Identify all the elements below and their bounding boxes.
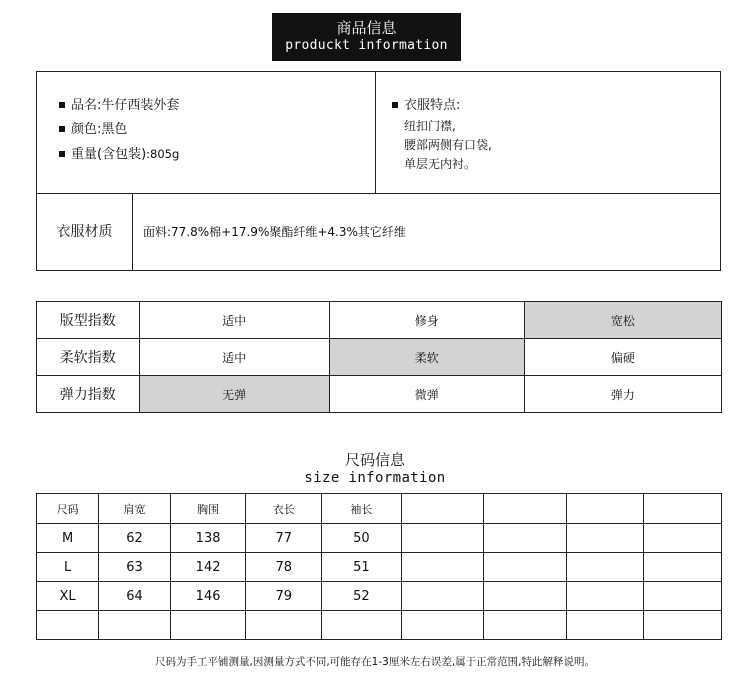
size-cell	[644, 611, 722, 640]
size-cell	[99, 611, 171, 640]
index-option: 偏硬	[524, 339, 721, 376]
index-option: 弹力	[524, 376, 721, 413]
section-header-product-info	[272, 13, 461, 61]
size-column-header	[484, 494, 567, 524]
size-cell	[567, 611, 644, 640]
size-table	[36, 493, 722, 640]
index-row	[37, 376, 722, 413]
bullet-square-icon	[59, 126, 65, 132]
size-cell: L	[37, 553, 99, 582]
features-title: 衣服特点:	[392, 98, 460, 114]
size-cell	[401, 611, 484, 640]
size-cell	[401, 524, 484, 553]
index-option: 微弹	[329, 376, 524, 413]
size-info-title-zh: 尺码信息	[344, 451, 405, 469]
index-row-label: 弹力指数	[37, 376, 140, 413]
size-cell	[484, 553, 567, 582]
size-cell	[401, 582, 484, 611]
table-row	[37, 611, 722, 640]
feature-item: 腰部两侧有口袋,	[404, 138, 492, 152]
size-cell	[567, 582, 644, 611]
size-cell: 78	[246, 553, 322, 582]
index-option: 修身	[329, 302, 524, 339]
size-column-header: 肩宽	[99, 494, 171, 524]
table-row	[37, 553, 722, 582]
index-option-selected: 柔软	[329, 339, 524, 376]
size-cell	[644, 582, 722, 611]
size-column-header	[567, 494, 644, 524]
size-cell	[170, 611, 245, 640]
size-column-header: 袖长	[322, 494, 401, 524]
size-cell	[644, 524, 722, 553]
size-cell	[484, 524, 567, 553]
size-cell	[644, 553, 722, 582]
size-cell: M	[37, 524, 99, 553]
bullet-square-icon	[59, 151, 65, 157]
size-cell: 146	[170, 582, 245, 611]
product-name: 品名:牛仔西装外套	[59, 98, 179, 114]
table-row	[37, 524, 722, 553]
bullet-square-icon	[59, 102, 65, 108]
feature-item: 单层无内衬。	[404, 157, 477, 171]
index-option: 适中	[139, 339, 329, 376]
size-cell	[37, 611, 99, 640]
product-info-box	[36, 71, 721, 271]
size-cell	[484, 582, 567, 611]
size-cell	[567, 553, 644, 582]
index-row	[37, 302, 722, 339]
size-column-header	[644, 494, 722, 524]
material-value: 面料:77.8%棉+17.9%聚酯纤维+4.3%其它纤维	[143, 225, 406, 239]
index-option: 适中	[139, 302, 329, 339]
measurement-note: 尺码为手工平铺测量,因测量方式不同,可能存在1-3厘米左右误差,属于正常范围,特此解释说明。	[155, 656, 595, 668]
size-column-header: 胸围	[170, 494, 245, 524]
size-cell: XL	[37, 582, 99, 611]
product-weight: 重量(含包装):805g	[59, 146, 179, 163]
size-column-header: 衣长	[246, 494, 322, 524]
size-cell: 79	[246, 582, 322, 611]
header-title-zh: 商品信息	[336, 19, 397, 37]
size-cell: 50	[322, 524, 401, 553]
index-table	[36, 301, 722, 413]
table-row	[37, 582, 722, 611]
size-cell: 64	[99, 582, 171, 611]
size-column-header	[401, 494, 484, 524]
size-cell: 138	[170, 524, 245, 553]
size-cell	[401, 553, 484, 582]
size-cell	[484, 611, 567, 640]
size-cell: 63	[99, 553, 171, 582]
index-option-selected: 宽松	[524, 302, 721, 339]
material-label: 衣服材质	[56, 224, 113, 240]
size-cell: 142	[170, 553, 245, 582]
header-title-en: produckt information	[285, 38, 448, 53]
bullet-square-icon	[392, 102, 398, 108]
size-cell: 51	[322, 553, 401, 582]
size-cell	[567, 524, 644, 553]
index-option-selected: 无弹	[139, 376, 329, 413]
size-table-header	[37, 494, 722, 524]
size-column-header: 尺码	[37, 494, 99, 524]
index-row-label: 柔软指数	[37, 339, 140, 376]
feature-item: 纽扣门襟,	[404, 119, 456, 133]
index-row	[37, 339, 722, 376]
index-row-label: 版型指数	[37, 302, 140, 339]
size-info-title-en: size information	[304, 470, 446, 486]
size-cell: 77	[246, 524, 322, 553]
size-cell: 62	[99, 524, 171, 553]
size-cell	[246, 611, 322, 640]
product-color: 颜色:黑色	[59, 122, 127, 138]
size-cell: 52	[322, 582, 401, 611]
size-cell	[322, 611, 401, 640]
